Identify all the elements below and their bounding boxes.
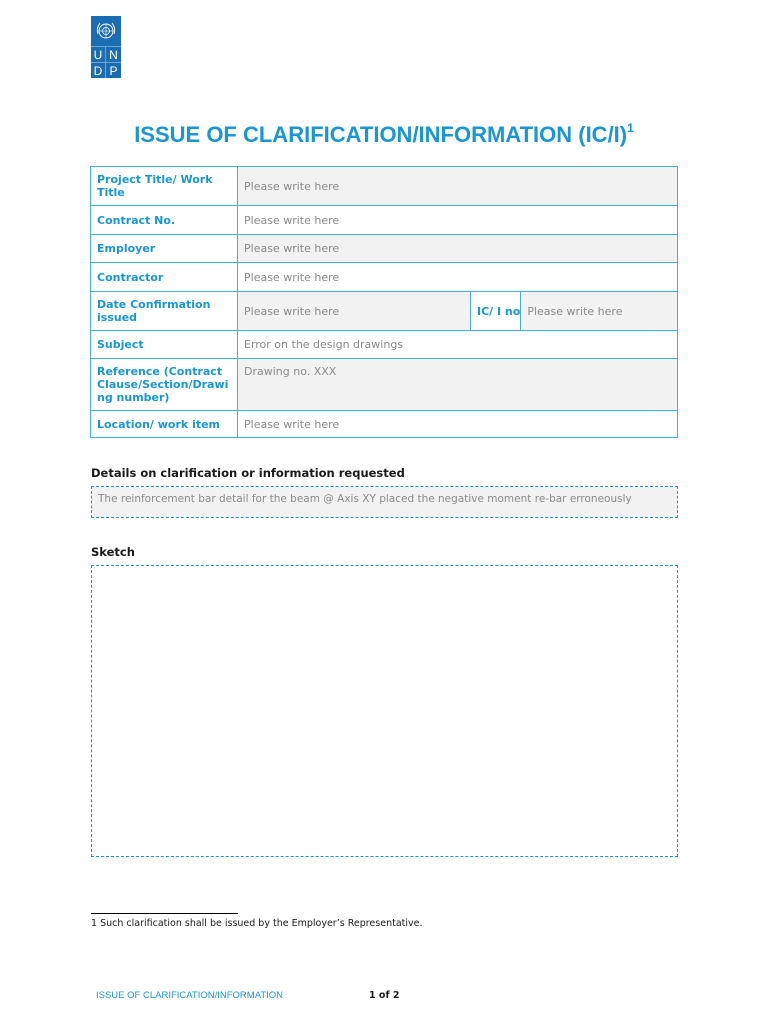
table-row — [91, 206, 678, 235]
logo-letter: U — [91, 46, 106, 62]
field-label: Contractor — [91, 263, 238, 292]
table-row — [91, 263, 678, 292]
footnote-text: Such clarification shall be issued by the Employer’s Representative. — [100, 918, 423, 929]
footnote-separator — [91, 913, 238, 914]
field-label: Location/ work item — [91, 411, 238, 438]
contract-info-table — [90, 166, 678, 438]
undp-logo — [91, 16, 121, 78]
title-footnote-ref: 1 — [627, 120, 634, 135]
field-label: Reference (Contract Clause/Section/Drawing number) — [91, 359, 238, 411]
table-row — [91, 235, 678, 263]
undp-letters — [91, 46, 121, 78]
field-label: Employer — [91, 235, 238, 263]
sketch-heading: Sketch — [91, 545, 135, 559]
page-number: 1 of 2 — [369, 990, 400, 1001]
contractor-field[interactable]: Please write here — [238, 263, 678, 292]
footer-title: ISSUE OF CLARIFICATION/INFORMATION — [96, 990, 284, 1001]
page-title-text: ISSUE OF CLARIFICATION/INFORMATION (IC/I) — [134, 122, 628, 147]
field-label: Date Confirmation issued — [91, 292, 238, 331]
location-field[interactable]: Please write here — [238, 411, 678, 438]
date-confirmation-field[interactable]: Please write here — [238, 292, 471, 331]
table-row — [91, 359, 678, 411]
contract-no-field[interactable]: Please write here — [238, 206, 678, 235]
logo-letter: P — [106, 62, 121, 78]
subject-field[interactable]: Error on the design drawings — [238, 331, 678, 359]
details-text: The reinforcement bar detail for the beam @ Axis XY placed the negative moment re-bar erroneously — [92, 487, 677, 517]
table-row — [91, 292, 678, 331]
field-label: Subject — [91, 331, 238, 359]
footnote — [91, 918, 423, 929]
sketch-area[interactable] — [91, 565, 678, 857]
table-row — [91, 331, 678, 359]
un-emblem-icon — [91, 16, 121, 46]
field-label: Project Title/ Work Title — [91, 167, 238, 206]
ic-number-field[interactable]: Please write here — [521, 292, 678, 331]
employer-field[interactable]: Please write here — [238, 235, 678, 263]
details-heading: Details on clarification or information requested — [91, 466, 405, 480]
field-label: IC/ I no — [471, 292, 521, 331]
logo-letter: D — [91, 62, 106, 78]
field-label: Contract No. — [91, 206, 238, 235]
project-title-field[interactable]: Please write here — [238, 167, 678, 206]
reference-field[interactable]: Drawing no. XXX — [238, 359, 678, 411]
logo-letter: N — [106, 46, 121, 62]
table-row — [91, 167, 678, 206]
page-title — [0, 122, 768, 148]
details-box[interactable] — [91, 486, 678, 518]
footnote-number: 1 — [91, 918, 98, 929]
table-row — [91, 411, 678, 438]
